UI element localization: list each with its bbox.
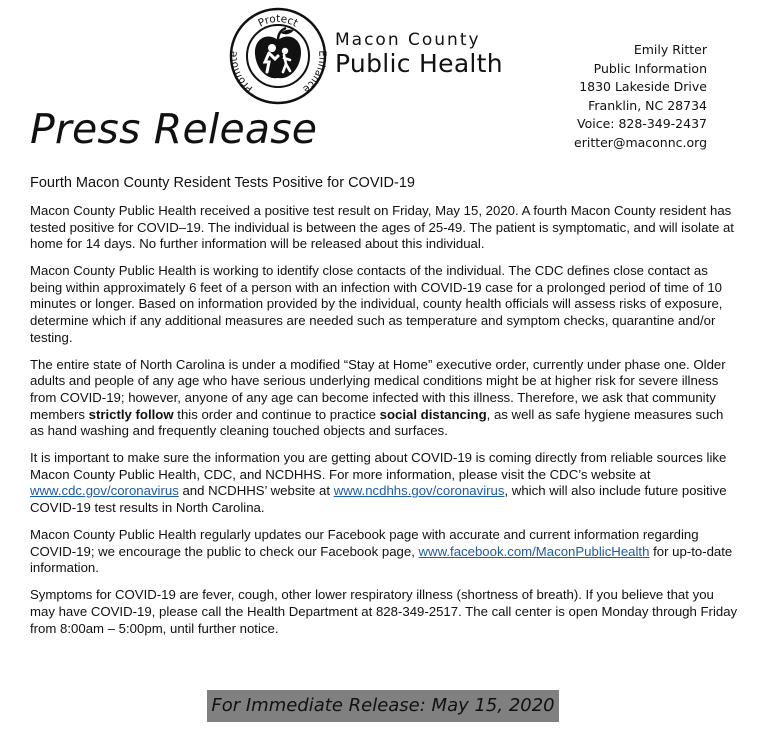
contact-city: Franklin, NC 28734 [588,97,707,113]
paragraph-5-text-a: Macon County Public Health regularly updates our Facebook page with accurate and current information regarding COVID-19; we encourage the public to check our Facebook page, [30,527,699,559]
org-name-line1: Macon County [335,30,481,50]
logo-ring-top: Protect [256,12,300,30]
paragraph-3-text-b: this order and continue to practice [173,406,380,422]
paragraph-4-text-b: and NCDHHS’ website at [178,483,334,499]
immediate-release-banner: For Immediate Release: May 15, 2020 [207,690,559,722]
paragraph-6: Symptoms for COVID-19 are fever, cough, other lower respiratory illness (shortness of breath). If you believe that you may have COVID-19, please call the Health Department at 828-349-2517. The call center is open Monday through Friday from 8:00am – 5:00pm, until further notice. [30,587,738,636]
logo-ring-left: Promote [228,50,256,94]
contact-name: Emily Ritter [633,42,707,57]
paragraph-1: Macon County Public Health received a positive test result on Friday, May 15, 2020. A fourth Macon County resident has tested positive for COVID–19. The individual is between the ages of 25-49. The patient is symptomatic, and will isolate at home for 14 days. No further information will be released about this individual. [30,203,734,252]
org-name [335,30,503,78]
svg-text:Protect [256,13,300,30]
paragraph-3-text-a: The entire state of North Carolina is under a modified “Stay at Home” executive order, currently under phase one. Older adults and people of any age who have serious underlying medical conditions might be at higher risk for severe illness from COVID-19; however, anyone of any age can become infected with this illness. Therefore, we ask that community members [30,356,726,422]
contact-title: Public Information [593,60,707,76]
paragraph-4 [30,450,738,516]
paragraph-4-text-c: , which will also include future positive COVID-19 test results in North Carolina. [30,483,727,515]
paragraph-5 [30,527,738,577]
cdc-link[interactable]: www.cdc.gov/coronavirus [30,483,179,499]
ncdhhs-link[interactable]: www.ncdhhs.gov/coronavirus [333,483,505,499]
org-name-line2: Public Health [335,49,503,78]
contact-email: eritter@maconnc.org [574,134,707,150]
press-release-title: Press Release [30,105,318,153]
paragraph-2: Macon County Public Health is working to identify close contacts of the individual. The CDC defines close contact as being within approximately 6 feet of a person with an infection with COVID-19 case for a prolonged period of time of 10 minutes or longer. Based on information provided by the individual, county health officials will assess risks of exposure, determine which if any additional measures are needed such as temperature and symptom checks, quarantine and/or testing. [30,263,723,345]
social-distancing-emphasis: social distancing [379,406,487,422]
facebook-link[interactable]: www.facebook.com/MaconPublicHealth [418,543,650,559]
paragraph-4-text-a: It is important to make sure the information you are getting about COVID-19 is coming directly from reliable sources like Macon County Public Health, CDC, and NCDHHS. For more information, please visit the CDC’s website at [30,450,727,482]
macon-county-public-health-logo-icon [228,6,328,106]
paragraph-5-text-b: for up-to-date information. [30,543,733,576]
logo-ring-right: Enhance [300,50,328,95]
strictly-follow-emphasis: strictly follow [88,406,174,422]
paragraph-3 [30,357,738,440]
paragraph-3-text-c: , as well as safe hygiene measures such as hand washing and frequently cleaning touched objects and surfaces. [30,406,724,439]
release-body [30,174,738,648]
headline: Fourth Macon County Resident Tests Positive for COVID-19 [30,175,415,191]
contact-phone: Voice: 828-349-2437 [577,116,707,131]
contact-street: 1830 Lakeside Drive [579,79,707,94]
contact-block [574,41,707,152]
